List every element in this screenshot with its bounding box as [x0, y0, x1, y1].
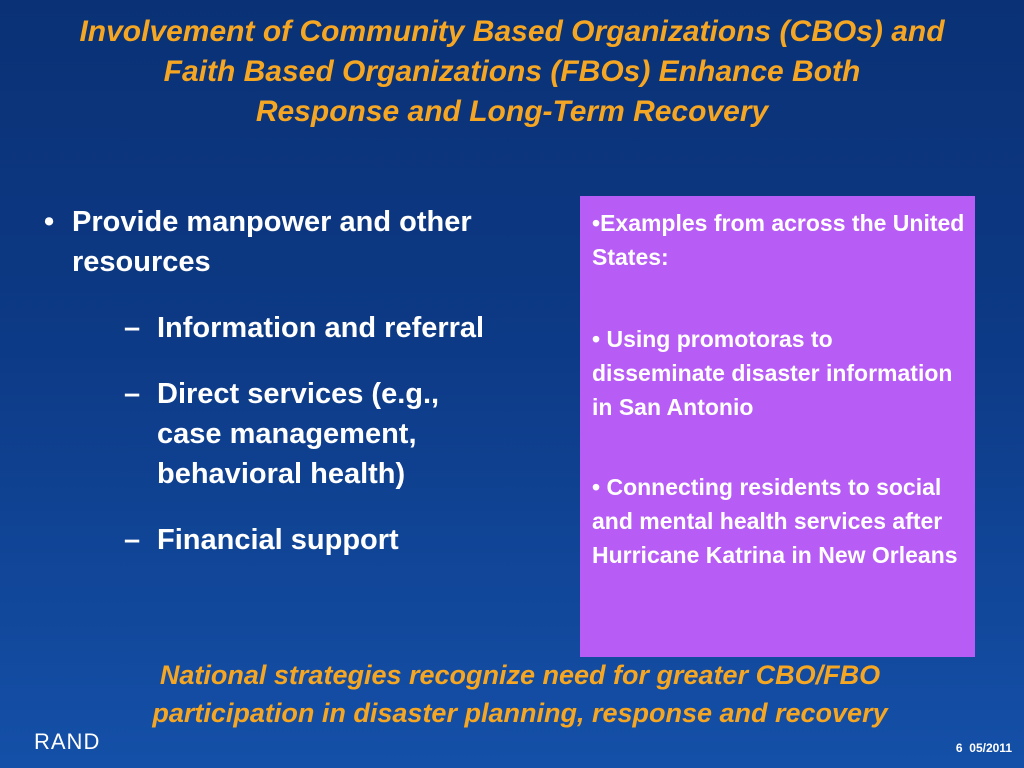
example-item-text: Using promotoras to disseminate disaster information in San Antonio — [592, 326, 953, 420]
box-bullet-marker: • — [592, 326, 601, 352]
slide-title-line: Involvement of Community Based Organizations (CBOs) and — [79, 15, 945, 48]
left-bullet-list — [44, 202, 504, 586]
main-bullet-item — [44, 202, 504, 560]
sub-bullet-list — [72, 308, 504, 560]
sub-bullet-text: Information and referral — [157, 312, 485, 344]
sub-bullet-item — [124, 308, 504, 348]
slide-date: 05/2011 — [969, 741, 1012, 755]
example-item — [592, 322, 965, 424]
examples-heading-text: Examples from across the United States: — [592, 210, 965, 270]
example-item-text: Connecting residents to social and mental health services after Hurricane Katrina in New Orleans — [592, 474, 958, 568]
footer-statement — [60, 656, 980, 732]
example-item — [592, 470, 965, 572]
footer-statement-line: National strategies recognize need for greater CBO/FBO — [159, 660, 881, 690]
dash-marker: – — [124, 378, 141, 410]
sub-bullet-item — [124, 520, 504, 560]
sub-bullet-text: Direct services (e.g., case management, behavioral health) — [157, 378, 440, 490]
slide-title-line: Response and Long-Term Recovery — [255, 95, 769, 128]
page-number: 6 — [955, 741, 963, 755]
examples-heading — [592, 206, 965, 274]
sub-bullet-text: Financial support — [157, 524, 399, 556]
sub-bullet-item — [124, 374, 504, 494]
dash-marker: – — [124, 524, 141, 556]
dash-marker: – — [124, 312, 141, 344]
main-bullet-text: Provide manpower and other resources — [72, 206, 472, 278]
slide-title — [10, 12, 1014, 132]
footer-statement-line: participation in disaster planning, response and recovery — [152, 698, 888, 728]
examples-box — [580, 196, 975, 657]
page-info — [956, 741, 1012, 755]
slide-title-line: Faith Based Organizations (FBOs) Enhance Both — [163, 55, 861, 88]
bullet-marker: • — [44, 206, 55, 238]
box-bullet-marker: • — [592, 474, 601, 500]
rand-logo: RAND — [34, 729, 101, 754]
box-bullet-marker: • — [592, 210, 601, 236]
